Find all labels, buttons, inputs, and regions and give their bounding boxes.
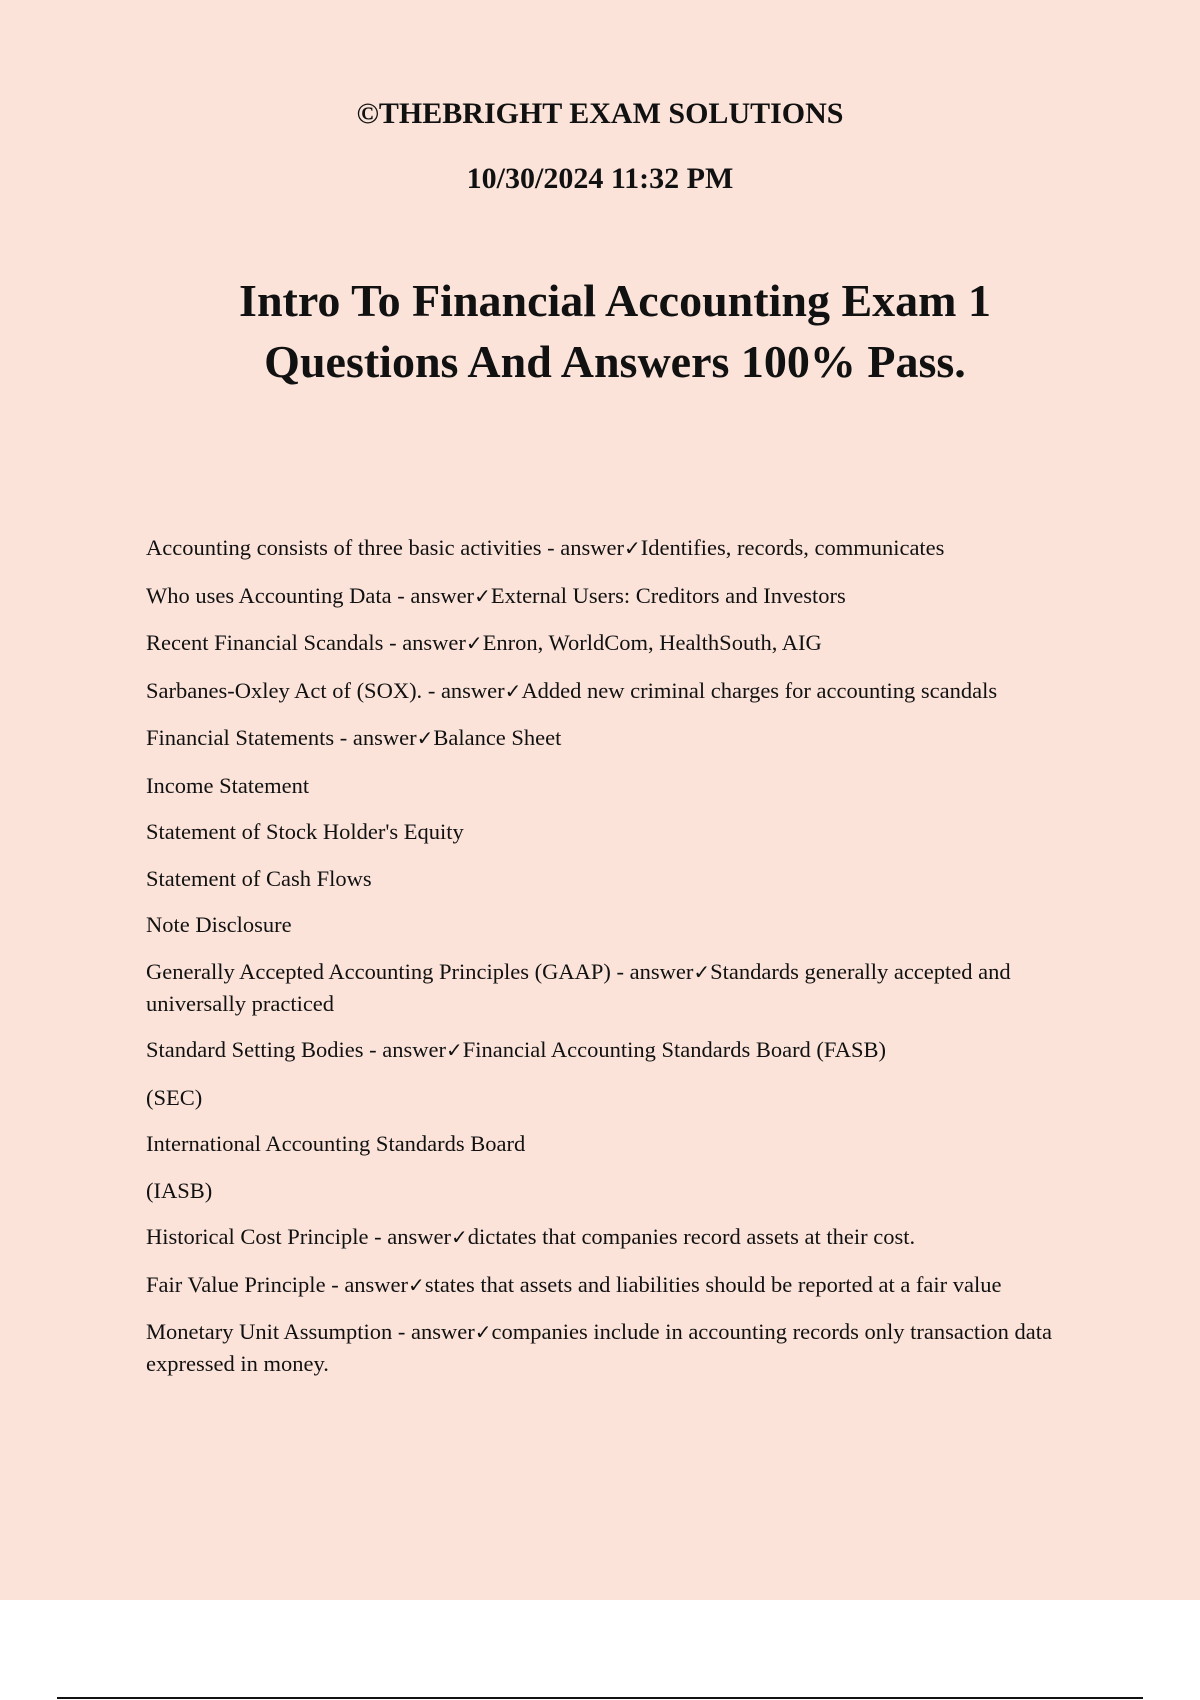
title-line-1: Intro To Financial Accounting Exam 1 [239,275,991,326]
answer-marker: answer [629,958,694,984]
qa-continuation-text: (IASB) [146,1177,213,1203]
answer-marker: answer [352,725,417,750]
qa-continuation-text: (SEC) [146,1084,203,1110]
qa-answer: Financial Accounting Standards Board (FASB) [462,1037,887,1062]
qa-item: Recent Financial Scandals - answer✓Enron, WorldCom, HealthSouth, AIG [146,630,822,655]
brand-header: ©THEBRIGHT EXAM SOLUTIONS [356,97,844,130]
checkmark-icon: ✓ [450,1225,468,1249]
qa-answer: states that assets and liabilities should be reported at a fair value [424,1271,1002,1297]
checkmark-icon: ✓ [504,678,522,703]
qa-question: Generally Accepted Accounting Principles (GAAP) [146,958,611,984]
qa-continuation-text: International Accounting Standards Board [146,1131,526,1156]
qa-item [146,770,1086,801]
qa-question: Financial Statements [146,725,335,750]
checkmark-icon: ✓ [693,959,711,984]
answer-marker: answer [411,1319,475,1344]
checkmark-icon: ✓ [408,1272,425,1297]
qa-question: Historical Cost Principle [146,1224,369,1249]
answer-marker: answer [402,630,466,655]
answer-marker: answer [560,535,625,560]
qa-item [146,863,1086,894]
qa-item: Generally Accepted Accounting Principles (GAAP) - answer✓Standards generally accepted and universally practiced [146,958,1011,1016]
qa-item [146,816,1086,847]
qa-item [146,1082,1086,1113]
answer-marker: answer [410,582,475,608]
qa-continuation-text: Statement of Stock Holder's Equity [146,819,464,844]
document-datetime: 10/30/2024 11:32 PM [466,162,734,195]
qa-question: Recent Financial Scandals [146,630,384,655]
title-line-2: Questions And Answers 100% Pass. [264,336,966,387]
checkmark-icon: ✓ [474,1320,492,1344]
qa-item: Financial Statements - answer✓Balance Sheet [146,725,562,750]
answer-marker: answer [440,677,505,703]
answer-marker: answer [344,1271,409,1297]
qa-list [146,532,1086,1395]
qa-item [146,1128,1086,1159]
qa-item [146,909,1086,940]
qa-item: Who uses Accounting Data - answer✓External Users: Creditors and Investors [146,582,846,608]
qa-item: Accounting consists of three basic activities - answer✓Identifies, records, communicates [146,535,945,560]
qa-item: Sarbanes-Oxley Act of (SOX). - answer✓Added new criminal charges for accounting scandals [146,677,998,703]
answer-marker: answer [382,1037,446,1062]
qa-continuation-text: Statement of Cash Flows [146,865,372,891]
qa-answer: Standards generally accepted and universally practiced [146,958,1011,1016]
qa-answer: dictates that companies record assets at their cost. [467,1224,916,1249]
qa-question: Standard Setting Bodies [146,1037,364,1062]
qa-item: Fair Value Principle - answer✓states that assets and liabilities should be reported at a fair value [146,1271,1002,1297]
qa-answer: Balance Sheet [433,725,562,750]
qa-answer: Added new criminal charges for accounting scandals [521,677,998,703]
qa-question: Accounting consists of three basic activities [146,535,542,560]
qa-item: Standard Setting Bodies - answer✓Financial Accounting Standards Board (FASB) [146,1037,887,1062]
qa-continuation-text: Income Statement [146,772,310,798]
qa-item: Monetary Unit Assumption - answer✓companies include in accounting records only transaction data expressed in money. [146,1319,1052,1376]
footer-divider [57,1697,1143,1699]
qa-continuation-text: Note Disclosure [146,912,292,937]
checkmark-icon: ✓ [465,631,483,655]
qa-answer: companies include in accounting records only transaction data expressed in money. [146,1319,1052,1376]
checkmark-icon: ✓ [416,726,434,750]
qa-answer: External Users: Creditors and Investors [490,582,846,608]
qa-answer: Enron, WorldCom, HealthSouth, AIG [482,630,822,655]
checkmark-icon: ✓ [445,1038,463,1062]
qa-item: Historical Cost Principle - answer✓dictates that companies record assets at their cost. [146,1224,916,1249]
qa-item [146,1175,1086,1206]
qa-question: Who uses Accounting Data [146,582,392,608]
qa-question: Fair Value Principle [146,1271,326,1297]
document-title [140,270,1090,392]
checkmark-icon: ✓ [624,536,641,560]
answer-marker: answer [387,1224,451,1249]
qa-question: Sarbanes-Oxley Act of (SOX). [146,677,423,703]
checkmark-icon: ✓ [474,583,491,608]
qa-question: Monetary Unit Assumption [146,1319,393,1344]
qa-answer: Identifies, records, communicates [640,535,945,560]
